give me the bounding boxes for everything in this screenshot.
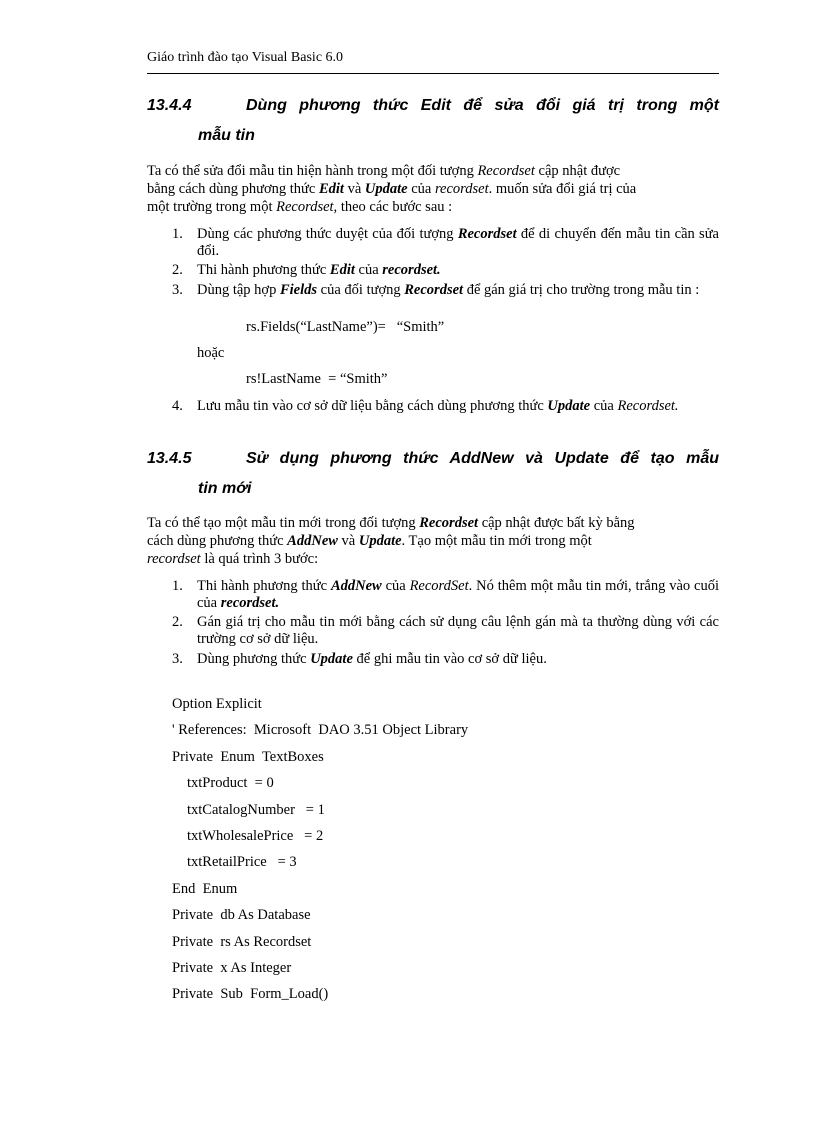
addnew-line-3: recordset là quá trình 3 bước: <box>147 551 319 567</box>
code-line: Private Enum TextBoxes <box>172 749 324 765</box>
code-example-bang: rs!LastName = “Smith” <box>246 371 388 387</box>
intro-line-2: bằng cách dùng phương thức Edit và Update của recordset. muốn sửa đổi giá trị của <box>147 181 637 197</box>
code-line: txtRetailPrice = 3 <box>187 854 297 870</box>
intro-line-3: một trường trong một Recordset, theo các bước sau : <box>147 199 453 215</box>
list-item: 4. Lưu mẫu tin vào cơ sở dữ liệu bằng cách dùng phương thức Update của Recordset. <box>172 398 679 414</box>
list-item: 3. Dùng phương thức Update để ghi mẫu tin vào cơ sở dữ liệu. <box>172 651 547 667</box>
code-line: Private db As Database <box>172 907 311 923</box>
list-item: 2. Thi hành phương thức Edit của recordset. <box>172 262 441 278</box>
list-item: 1. Dùng các phương thức duyệt của đối tượng Recordset để di chuyển đến mẫu tin cần sửa đổi. <box>172 226 719 259</box>
section-title-line1: Dùng phương thức Edit để sửa đổi giá trị trong một <box>246 97 719 114</box>
addnew-line-2: cách dùng phương thức AddNew và Update. Tạo một mẫu tin mới trong một <box>147 533 592 549</box>
code-line: Option Explicit <box>172 696 262 712</box>
section-title-line2: mẫu tin <box>198 127 255 144</box>
addnew-line-1: Ta có thể tạo một mẫu tin mới trong đối tượng Recordset cập nhật được bất kỳ bằng <box>147 515 635 531</box>
code-line: Private x As Integer <box>172 960 292 976</box>
intro-line-1: Ta có thể sửa đổi mẫu tin hiện hành trong một đối tượng Recordset cập nhật được <box>147 163 621 179</box>
code-line: End Enum <box>172 881 238 897</box>
page-header: Giáo trình đào tạo Visual Basic 6.0 <box>147 50 719 74</box>
or-text: hoặc <box>197 345 225 361</box>
code-line: ' References: Microsoft DAO 3.51 Object Library <box>172 722 469 738</box>
list-item: 2. Gán giá trị cho mẫu tin mới bằng cách sử dụng câu lệnh gán mà ta thường dùng với các trường cơ sở dữ liệu. <box>172 614 719 647</box>
code-example-fields: rs.Fields(“LastName”)= “Smith” <box>246 319 445 335</box>
paragraph-intro <box>147 162 719 216</box>
section-title-line1: Sử dụng phương thức AddNew và Update để tạo mẫu <box>246 450 719 467</box>
code-line: Private rs As Recordset <box>172 934 312 950</box>
section-number: 13.4.5 <box>147 450 192 467</box>
code-line: txtCatalogNumber = 1 <box>187 802 325 818</box>
code-line: Private Sub Form_Load() <box>172 986 329 1002</box>
list-item: 1. Thi hành phương thức AddNew của RecordSet. Nó thêm một mẫu tin mới, trắng vào cuối của recordset. <box>172 578 720 611</box>
code-line: txtWholesalePrice = 2 <box>187 828 324 844</box>
paragraph-addnew <box>147 514 719 568</box>
list-item: 3. Dùng tập hợp Fields của đối tượng Recordset để gán giá trị cho trường trong mẫu tin : <box>172 282 700 298</box>
section-number: 13.4.4 <box>147 97 192 114</box>
code-line: txtProduct = 0 <box>187 775 274 791</box>
section-title-line2: tin mới <box>198 480 252 497</box>
